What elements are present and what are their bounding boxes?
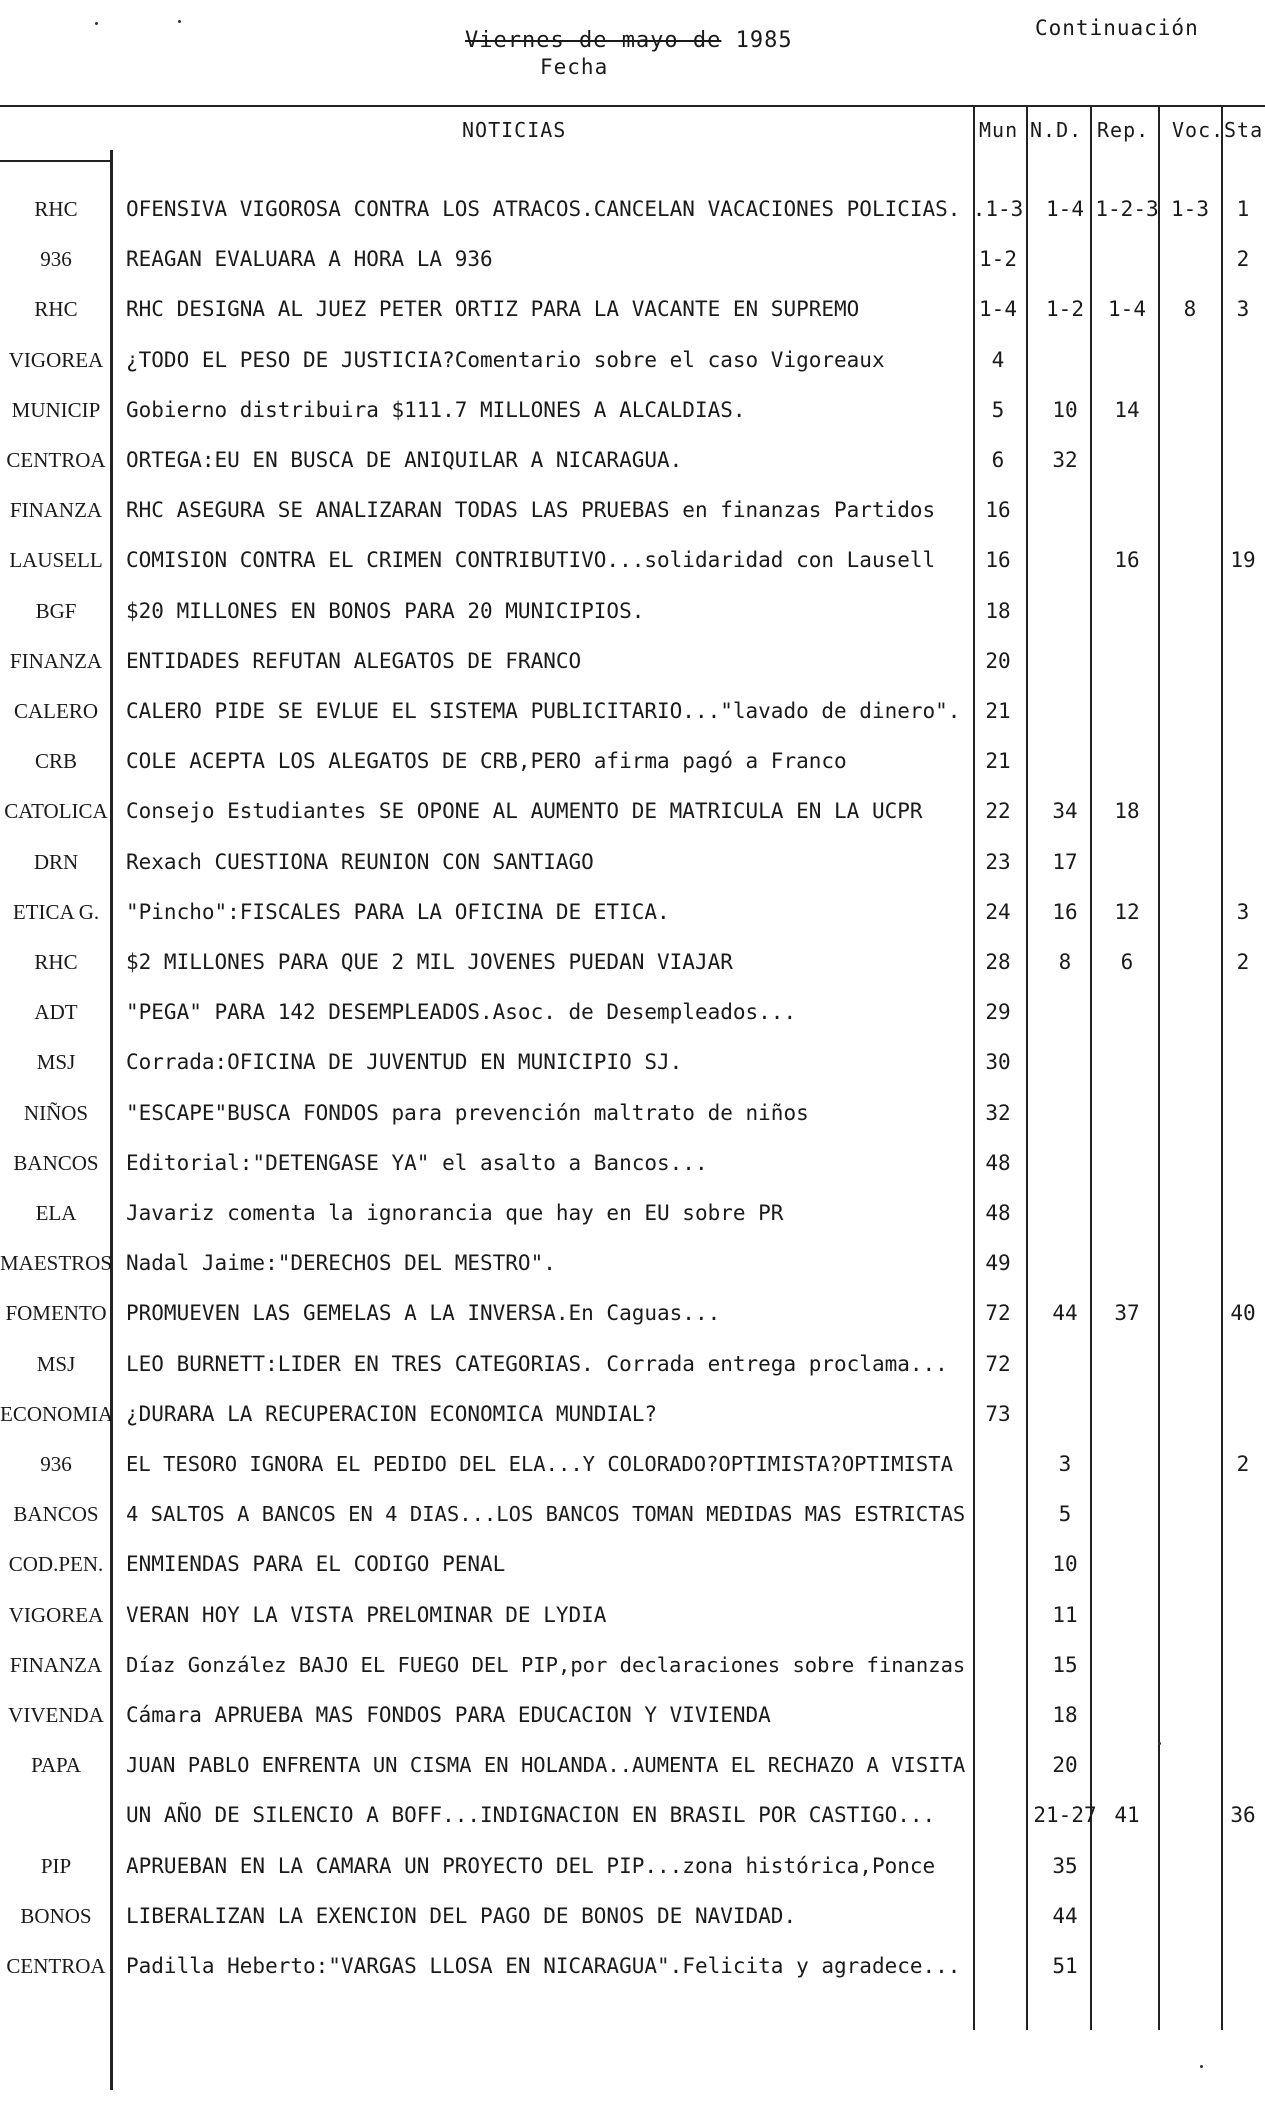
- row-code: RHC: [34, 197, 78, 221]
- row-mun-page: 16: [985, 498, 1011, 523]
- row-code: RHC: [34, 950, 78, 974]
- row-title: ORTEGA:EU EN BUSCA DE ANIQUILAR A NICARAGUA.: [126, 448, 683, 472]
- row-title: RHC ASEGURA SE ANALIZARAN TODAS LAS PRUEBAS en finanzas Partidos: [126, 498, 936, 523]
- row-title: COLE ACEPTA LOS ALEGATOS DE CRB,PERO afirma pagó a Franco: [126, 749, 847, 774]
- row-code: MSJ: [36, 1050, 76, 1075]
- row-mun-page: 24: [985, 899, 1011, 924]
- row-mun-page: 30: [985, 1050, 1011, 1075]
- row-code: MSJ: [36, 1351, 76, 1376]
- row-code: RHC: [34, 297, 78, 322]
- row-code: CRB: [34, 749, 78, 774]
- table-row: [0, 1892, 1265, 1942]
- row-title: COMISION CONTRA EL CRIMEN CONTRIBUTIVO...solidaridad con Lausell: [126, 548, 936, 573]
- row-voc-page: 1-3: [1171, 197, 1209, 221]
- table-row: [0, 1942, 1265, 1992]
- row-rep-page: 16: [1114, 548, 1140, 573]
- row-mun-page: 22: [985, 799, 1011, 824]
- table-row: [0, 637, 1265, 687]
- row-mun-page: 48: [985, 1150, 1011, 1175]
- table-row: [0, 988, 1265, 1038]
- row-code: VIGOREA: [8, 1602, 104, 1627]
- row-nd-page: 21-27: [1033, 1803, 1097, 1828]
- table-row: [0, 436, 1265, 486]
- table-row: [0, 1641, 1265, 1691]
- row-title: REAGAN EVALUARA A HORA LA 936: [126, 247, 493, 272]
- row-title: ENMIENDAS PARA EL CODIGO PENAL: [126, 1552, 506, 1577]
- row-nd-page: 18: [1052, 1703, 1078, 1727]
- row-title: "Pincho":FISCALES PARA LA OFICINA DE ETICA.: [126, 899, 670, 924]
- scan-speck: [178, 20, 181, 23]
- row-rep-page: 1-4: [1108, 297, 1146, 322]
- row-sta-page: 2: [1236, 247, 1250, 272]
- sta-header: Sta: [1224, 118, 1264, 142]
- row-title: JUAN PABLO ENFRENTA UN CISMA EN HOLANDA..AUMENTA EL RECHAZO A VISITA: [126, 1753, 966, 1778]
- rep-header: Rep.: [1097, 118, 1150, 142]
- row-title: APRUEBAN EN LA CAMARA UN PROYECTO DEL PIP...zona histórica,Ponce: [126, 1853, 936, 1878]
- row-mun-page: 23: [985, 849, 1011, 874]
- row-title: Gobierno distribuira $111.7 MILLONES A ALCALDIAS.: [126, 397, 746, 422]
- row-mun-page: 4: [991, 347, 1005, 372]
- row-code: PIP: [40, 1853, 72, 1878]
- table-row: [0, 687, 1265, 737]
- row-code: ECONOMIA: [0, 1401, 114, 1426]
- row-sta-page: 36: [1230, 1803, 1256, 1828]
- table-row: [0, 888, 1265, 938]
- row-nd-page: 16: [1052, 899, 1078, 924]
- row-nd-page: 35: [1052, 1853, 1078, 1878]
- row-mun-page: 21: [985, 749, 1011, 774]
- row-title: CALERO PIDE SE EVLUE EL SISTEMA PUBLICITARIO..."lavado de dinero".: [126, 699, 961, 723]
- table-head-rule: [0, 160, 110, 162]
- row-code: FOMENTO: [5, 1301, 107, 1326]
- row-code: CATOLICA: [4, 799, 108, 824]
- row-mun-page: 49: [985, 1251, 1011, 1276]
- row-rep-page: 14: [1114, 397, 1140, 422]
- row-mun-page: 28: [985, 950, 1011, 974]
- row-code: VIGOREA: [8, 347, 104, 372]
- table-row: [0, 787, 1265, 837]
- table-row: [0, 587, 1265, 637]
- scan-speck: [1158, 1742, 1161, 1745]
- table-row: [0, 1691, 1265, 1741]
- table-row: [0, 1038, 1265, 1088]
- row-nd-page: 44: [1052, 1903, 1078, 1928]
- continuation-label: Continuación: [1035, 16, 1199, 40]
- table-row: [0, 838, 1265, 888]
- row-nd-page: 44: [1052, 1301, 1078, 1326]
- row-mun-page: 20: [985, 648, 1011, 673]
- table-row: [0, 235, 1265, 285]
- row-rep-page: 6: [1120, 950, 1134, 974]
- row-title: Javariz comenta la ignorancia que hay en EU sobre PR: [126, 1201, 784, 1225]
- table-row: [0, 285, 1265, 335]
- row-rep-page: 18: [1114, 799, 1140, 824]
- row-mun-page: 29: [985, 1000, 1011, 1025]
- table-row: [0, 336, 1265, 386]
- row-title: LIBERALIZAN LA EXENCION DEL PAGO DE BONOS DE NAVIDAD.: [126, 1903, 797, 1928]
- report-year: 1985: [735, 28, 793, 53]
- table-row: [0, 185, 1265, 235]
- row-nd-page: 10: [1052, 397, 1078, 422]
- row-code: CALERO: [14, 699, 98, 723]
- row-title: "PEGA" PARA 142 DESEMPLEADOS.Asoc. de Desempleados...: [126, 1000, 797, 1025]
- row-mun-page: 18: [985, 598, 1011, 623]
- row-title: "ESCAPE"BUSCA FONDOS para prevención maltrato de niños: [126, 1100, 809, 1125]
- row-title: ¿DURARA LA RECUPERACION ECONOMICA MUNDIAL?: [126, 1401, 658, 1426]
- row-title: UN AÑO DE SILENCIO A BOFF...INDIGNACION EN BRASIL POR CASTIGO...: [126, 1803, 936, 1828]
- row-code: BANCOS: [13, 1150, 99, 1175]
- row-code: MUNICIP: [11, 397, 101, 422]
- row-sta-page: 1: [1236, 197, 1250, 221]
- fecha-label: Fecha: [540, 55, 609, 79]
- row-code: FINANZA: [9, 1652, 103, 1677]
- scan-speck: [95, 22, 98, 25]
- row-code: COD.PEN.: [8, 1552, 104, 1577]
- row-code: ELA: [35, 1201, 77, 1225]
- report-date-struck: Viernes de mayo de: [465, 28, 722, 53]
- row-mun-page: 21: [985, 699, 1011, 723]
- row-title: Rexach CUESTIONA REUNION CON SANTIAGO: [126, 849, 594, 874]
- row-mun-page: 72: [985, 1351, 1011, 1376]
- table-row: [0, 1239, 1265, 1289]
- row-title: Padilla Heberto:"VARGAS LLOSA EN NICARAGUA".Felicita y agradece...: [126, 1954, 961, 1978]
- table-row: [0, 1591, 1265, 1641]
- table-row: [0, 1791, 1265, 1841]
- table-row: [0, 1390, 1265, 1440]
- report-date: [465, 28, 793, 53]
- voc-header: Voc.: [1172, 118, 1225, 142]
- row-code: ADT: [34, 1000, 78, 1025]
- table-row: [0, 1741, 1265, 1791]
- row-sta-page: 40: [1230, 1301, 1256, 1326]
- row-nd-page: 11: [1052, 1602, 1078, 1627]
- row-nd-page: 1-4: [1046, 197, 1084, 221]
- row-title: Consejo Estudiantes SE OPONE AL AUMENTO DE MATRICULA EN LA UCPR: [126, 799, 923, 824]
- row-mun-page: 32: [985, 1100, 1011, 1125]
- row-code: NIÑOS: [23, 1100, 89, 1125]
- row-sta-page: 2: [1236, 1452, 1250, 1476]
- row-nd-page: 15: [1052, 1652, 1078, 1677]
- row-nd-page: 17: [1052, 849, 1078, 874]
- row-title: Díaz González BAJO EL FUEGO DEL PIP,por declaraciones sobre finanzas: [126, 1652, 966, 1677]
- noticias-header: NOTICIAS: [462, 118, 567, 142]
- row-sta-page: 3: [1236, 297, 1250, 322]
- row-nd-page: 5: [1058, 1502, 1072, 1527]
- row-voc-page: 8: [1183, 297, 1197, 322]
- row-rep-page: 1-2-3: [1095, 197, 1159, 221]
- row-code: ETICA G.: [12, 899, 100, 924]
- table-row: [0, 938, 1265, 988]
- row-code: VIVENDA: [8, 1703, 104, 1727]
- row-code: BONOS: [20, 1903, 92, 1928]
- row-title: RHC DESIGNA AL JUEZ PETER ORTIZ PARA LA VACANTE EN SUPREMO: [126, 297, 860, 322]
- row-mun-page: 73: [985, 1401, 1011, 1426]
- row-nd-page: 51: [1052, 1954, 1078, 1978]
- table-row: [0, 737, 1265, 787]
- row-mun-page: 48: [985, 1201, 1011, 1225]
- row-title: Editorial:"DETENGASE YA" el asalto a Bancos...: [126, 1150, 708, 1175]
- table-row: [0, 486, 1265, 536]
- row-sta-page: 2: [1236, 950, 1250, 974]
- scan-speck: [1200, 2065, 1203, 2068]
- row-title: VERAN HOY LA VISTA PRELOMINAR DE LYDIA: [126, 1602, 607, 1627]
- nd-header: N.D.: [1030, 118, 1083, 142]
- row-title: ¿TODO EL PESO DE JUSTICIA?Comentario sobre el caso Vigoreaux: [126, 347, 885, 372]
- row-code: DRN: [33, 849, 79, 874]
- row-code: LAUSELL: [9, 548, 103, 573]
- row-title: $20 MILLONES EN BONOS PARA 20 MUNICIPIOS.: [126, 598, 645, 623]
- table-row: [0, 1340, 1265, 1390]
- row-title: EL TESORO IGNORA EL PEDIDO DEL ELA...Y COLORADO?OPTIMISTA?OPTIMISTA: [126, 1452, 953, 1476]
- row-code: FINANZA: [9, 648, 103, 673]
- row-title: OFENSIVA VIGOROSA CONTRA LOS ATRACOS.CANCELAN VACACIONES POLICIAS.: [126, 197, 961, 221]
- table-row: [0, 1842, 1265, 1892]
- row-title: Cámara APRUEBA MAS FONDOS PARA EDUCACION Y VIVIENDA: [126, 1703, 771, 1727]
- table-row: [0, 1089, 1265, 1139]
- row-nd-page: 3: [1058, 1452, 1072, 1476]
- row-mun-page: .1-3: [972, 197, 1024, 221]
- row-title: 4 SALTOS A BANCOS EN 4 DIAS...LOS BANCOS TOMAN MEDIDAS MAS ESTRICTAS: [126, 1502, 966, 1527]
- row-code: CENTROA: [6, 1954, 106, 1978]
- row-code: 936: [40, 247, 72, 272]
- row-nd-page: 8: [1058, 950, 1072, 974]
- row-sta-page: 3: [1236, 899, 1250, 924]
- table-row: [0, 1139, 1265, 1189]
- row-code: BANCOS: [13, 1502, 99, 1527]
- row-mun-page: 5: [991, 397, 1005, 422]
- row-nd-page: 20: [1052, 1753, 1078, 1778]
- table-row: [0, 1540, 1265, 1590]
- row-code: PAPA: [31, 1753, 81, 1778]
- row-mun-page: 1-4: [979, 297, 1017, 322]
- row-rep-page: 41: [1114, 1803, 1140, 1828]
- row-mun-page: 6: [991, 448, 1005, 472]
- row-rep-page: 37: [1114, 1301, 1140, 1326]
- table-row: [0, 1440, 1265, 1490]
- row-nd-page: 34: [1052, 799, 1078, 824]
- row-mun-page: 72: [985, 1301, 1011, 1326]
- row-title: $2 MILLONES PARA QUE 2 MIL JOVENES PUEDAN VIAJAR: [126, 950, 733, 974]
- table-row: [0, 386, 1265, 436]
- row-nd-page: 10: [1052, 1552, 1078, 1577]
- row-code: MAESTROS: [0, 1251, 113, 1276]
- row-code: FINANZA: [9, 498, 103, 523]
- row-rep-page: 12: [1114, 899, 1140, 924]
- table-top-rule: [0, 105, 1265, 107]
- row-mun-page: 1-2: [979, 247, 1017, 272]
- row-mun-page: 16: [985, 548, 1011, 573]
- row-nd-page: 32: [1052, 448, 1078, 472]
- row-sta-page: 19: [1230, 548, 1256, 573]
- mun-header: Mun: [979, 118, 1019, 142]
- row-title: PROMUEVEN LAS GEMELAS A LA INVERSA.En Caguas...: [126, 1301, 721, 1326]
- row-code: BGF: [35, 598, 77, 623]
- table-row: [0, 1490, 1265, 1540]
- row-title: Nadal Jaime:"DERECHOS DEL MESTRO".: [126, 1251, 556, 1276]
- table-row: [0, 1289, 1265, 1339]
- row-title: ENTIDADES REFUTAN ALEGATOS DE FRANCO: [126, 648, 582, 673]
- row-code: 936: [40, 1452, 72, 1476]
- row-nd-page: 1-2: [1046, 297, 1084, 322]
- table-row: [0, 1189, 1265, 1239]
- row-code: CENTROA: [6, 448, 106, 472]
- row-title: LEO BURNETT:LIDER EN TRES CATEGORIAS. Corrada entrega proclama...: [126, 1351, 948, 1376]
- row-title: Corrada:OFICINA DE JUVENTUD EN MUNICIPIO SJ.: [126, 1050, 683, 1075]
- table-row: [0, 536, 1265, 586]
